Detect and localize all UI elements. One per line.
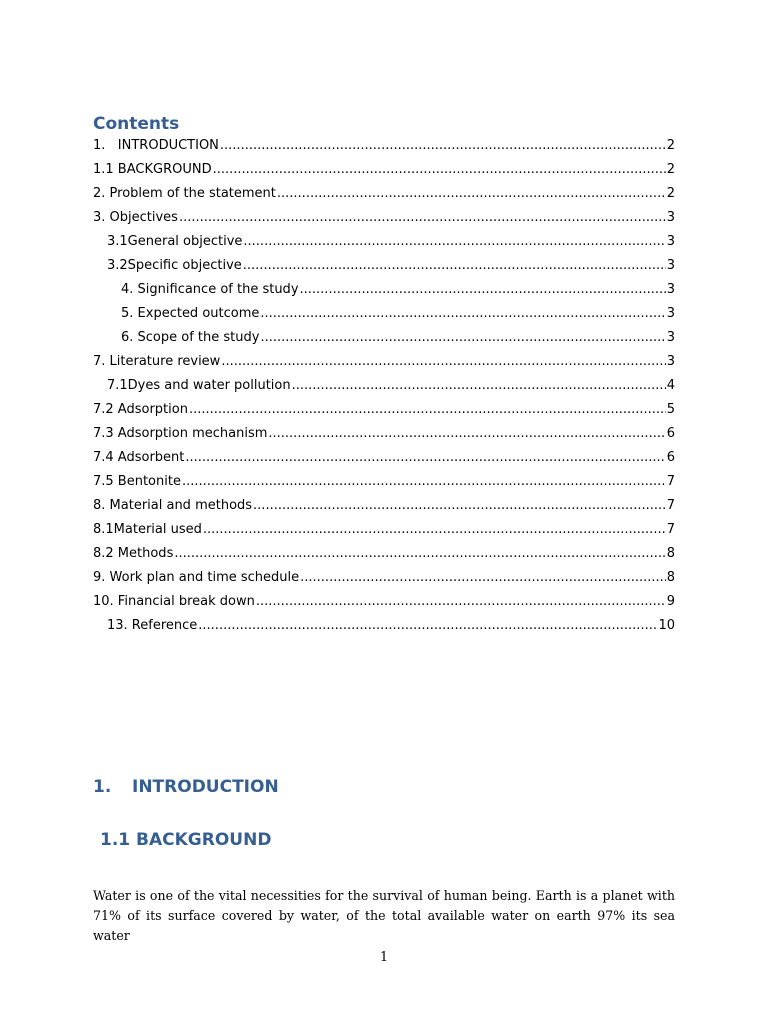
toc-entry-label: 8. Material and methods [93,498,253,513]
toc-entry-page: 3 [666,354,675,369]
toc-entry-page: 8 [666,546,675,561]
toc-leader-dots [174,544,665,564]
toc-leader-dots [220,136,666,156]
toc-entry-page: 6 [666,450,675,465]
toc-entry-page: 3 [666,330,675,345]
heading-introduction [93,777,279,797]
toc-entry-page: 3 [666,282,675,297]
toc-entry-page: 7 [666,498,675,513]
toc-entry-page: 9 [666,594,675,609]
toc-leader-dots [213,160,666,180]
toc-entry[interactable] [93,400,675,420]
toc-leader-dots [185,448,665,468]
toc-entry-label: 1.1 BACKGROUND [93,162,212,177]
toc-leader-dots [292,376,666,396]
toc-entry[interactable] [93,160,675,180]
toc-leader-dots [198,616,657,636]
toc-entry[interactable] [93,184,675,204]
toc-entry[interactable] [107,616,675,636]
toc-entry-label: 4. Significance of the study [121,282,299,297]
toc-entry-page: 4 [666,378,675,393]
toc-entry-label: 5. Expected outcome [121,306,260,321]
toc-leader-dots [243,256,666,276]
toc-entry-label: 7. Literature review [93,354,221,369]
toc-leader-dots [203,520,666,540]
toc-entry[interactable] [93,568,675,588]
toc-entry-page: 8 [666,570,675,585]
toc-entry-label: 1. INTRODUCTION [93,138,219,153]
toc-leader-dots [189,400,666,420]
toc-entry[interactable] [93,136,675,156]
toc-title: Contents [93,114,180,134]
toc-entry-page: 7 [666,522,675,537]
toc-entry[interactable] [93,352,675,372]
toc-entry-page: 2 [666,186,675,201]
toc-entry-page: 7 [666,474,675,489]
toc-entry-page: 3 [666,234,675,249]
toc-leader-dots [256,592,666,612]
toc-entry[interactable] [93,448,675,468]
toc-leader-dots [221,352,665,372]
toc-entry-page: 10 [658,618,675,633]
toc-entry-page: 3 [666,306,675,321]
toc-leader-dots [179,208,666,228]
toc-entry-page: 3 [666,210,675,225]
toc-entry-label: 2. Problem of the statement [93,186,276,201]
toc-entry[interactable] [121,328,675,348]
toc-entry[interactable] [107,232,675,252]
toc-leader-dots [300,568,666,588]
toc-leader-dots [260,304,665,324]
toc-entry[interactable] [107,376,675,396]
toc-leader-dots [182,472,666,492]
toc-entry[interactable] [121,280,675,300]
toc-entry-label: 9. Work plan and time schedule [93,570,300,585]
toc-entry-label: 7.1Dyes and water pollution [107,378,291,393]
body-paragraph [93,886,675,943]
toc-entry[interactable] [93,496,675,516]
toc-leader-dots [253,496,666,516]
heading-number: 1. [93,777,112,797]
toc-entry-label: 3.1General objective [107,234,243,249]
toc-leader-dots [277,184,666,204]
toc-entry-label: 3. Objectives [93,210,178,225]
toc-leader-dots [260,328,665,348]
page-number: 1 [379,949,388,964]
toc-entry[interactable] [93,208,675,228]
body-line: Water is one of the vital necessities for the survival of human being. Earth is a planet with [93,888,675,903]
body-line: 71% of its surface covered by water, of the total available water on earth 97% its sea water [93,908,675,943]
heading-background: 1.1 BACKGROUND [100,830,272,850]
toc-entry-label: 13. Reference [107,618,198,633]
toc-entry[interactable] [93,424,675,444]
toc-entry-label: 6. Scope of the study [121,330,260,345]
toc-entry[interactable] [107,256,675,276]
toc-entry-label: 10. Financial break down [93,594,255,609]
toc-leader-dots [300,280,666,300]
toc-entry-label: 7.2 Adsorption [93,402,188,417]
toc-entry-label: 3.2Specific objective [107,258,242,273]
toc-leader-dots [268,424,665,444]
toc-entry-label: 7.4 Adsorbent [93,450,185,465]
toc-entry-page: 3 [666,258,675,273]
toc-entry-label: 8.1Material used [93,522,202,537]
toc-entry[interactable] [93,472,675,492]
toc-entry[interactable] [93,520,675,540]
toc-entry[interactable] [121,304,675,324]
heading-text: INTRODUCTION [132,777,279,797]
toc-entry-label: 7.5 Bentonite [93,474,181,489]
toc-entry[interactable] [93,592,675,612]
toc-entry-label: 7.3 Adsorption mechanism [93,426,268,441]
toc-entry-page: 2 [666,138,675,153]
toc-entry-page: 2 [666,162,675,177]
toc-entry-page: 5 [666,402,675,417]
toc-leader-dots [243,232,665,252]
toc-entry[interactable] [93,544,675,564]
toc-entry-label: 8.2 Methods [93,546,174,561]
toc-entry-page: 6 [666,426,675,441]
